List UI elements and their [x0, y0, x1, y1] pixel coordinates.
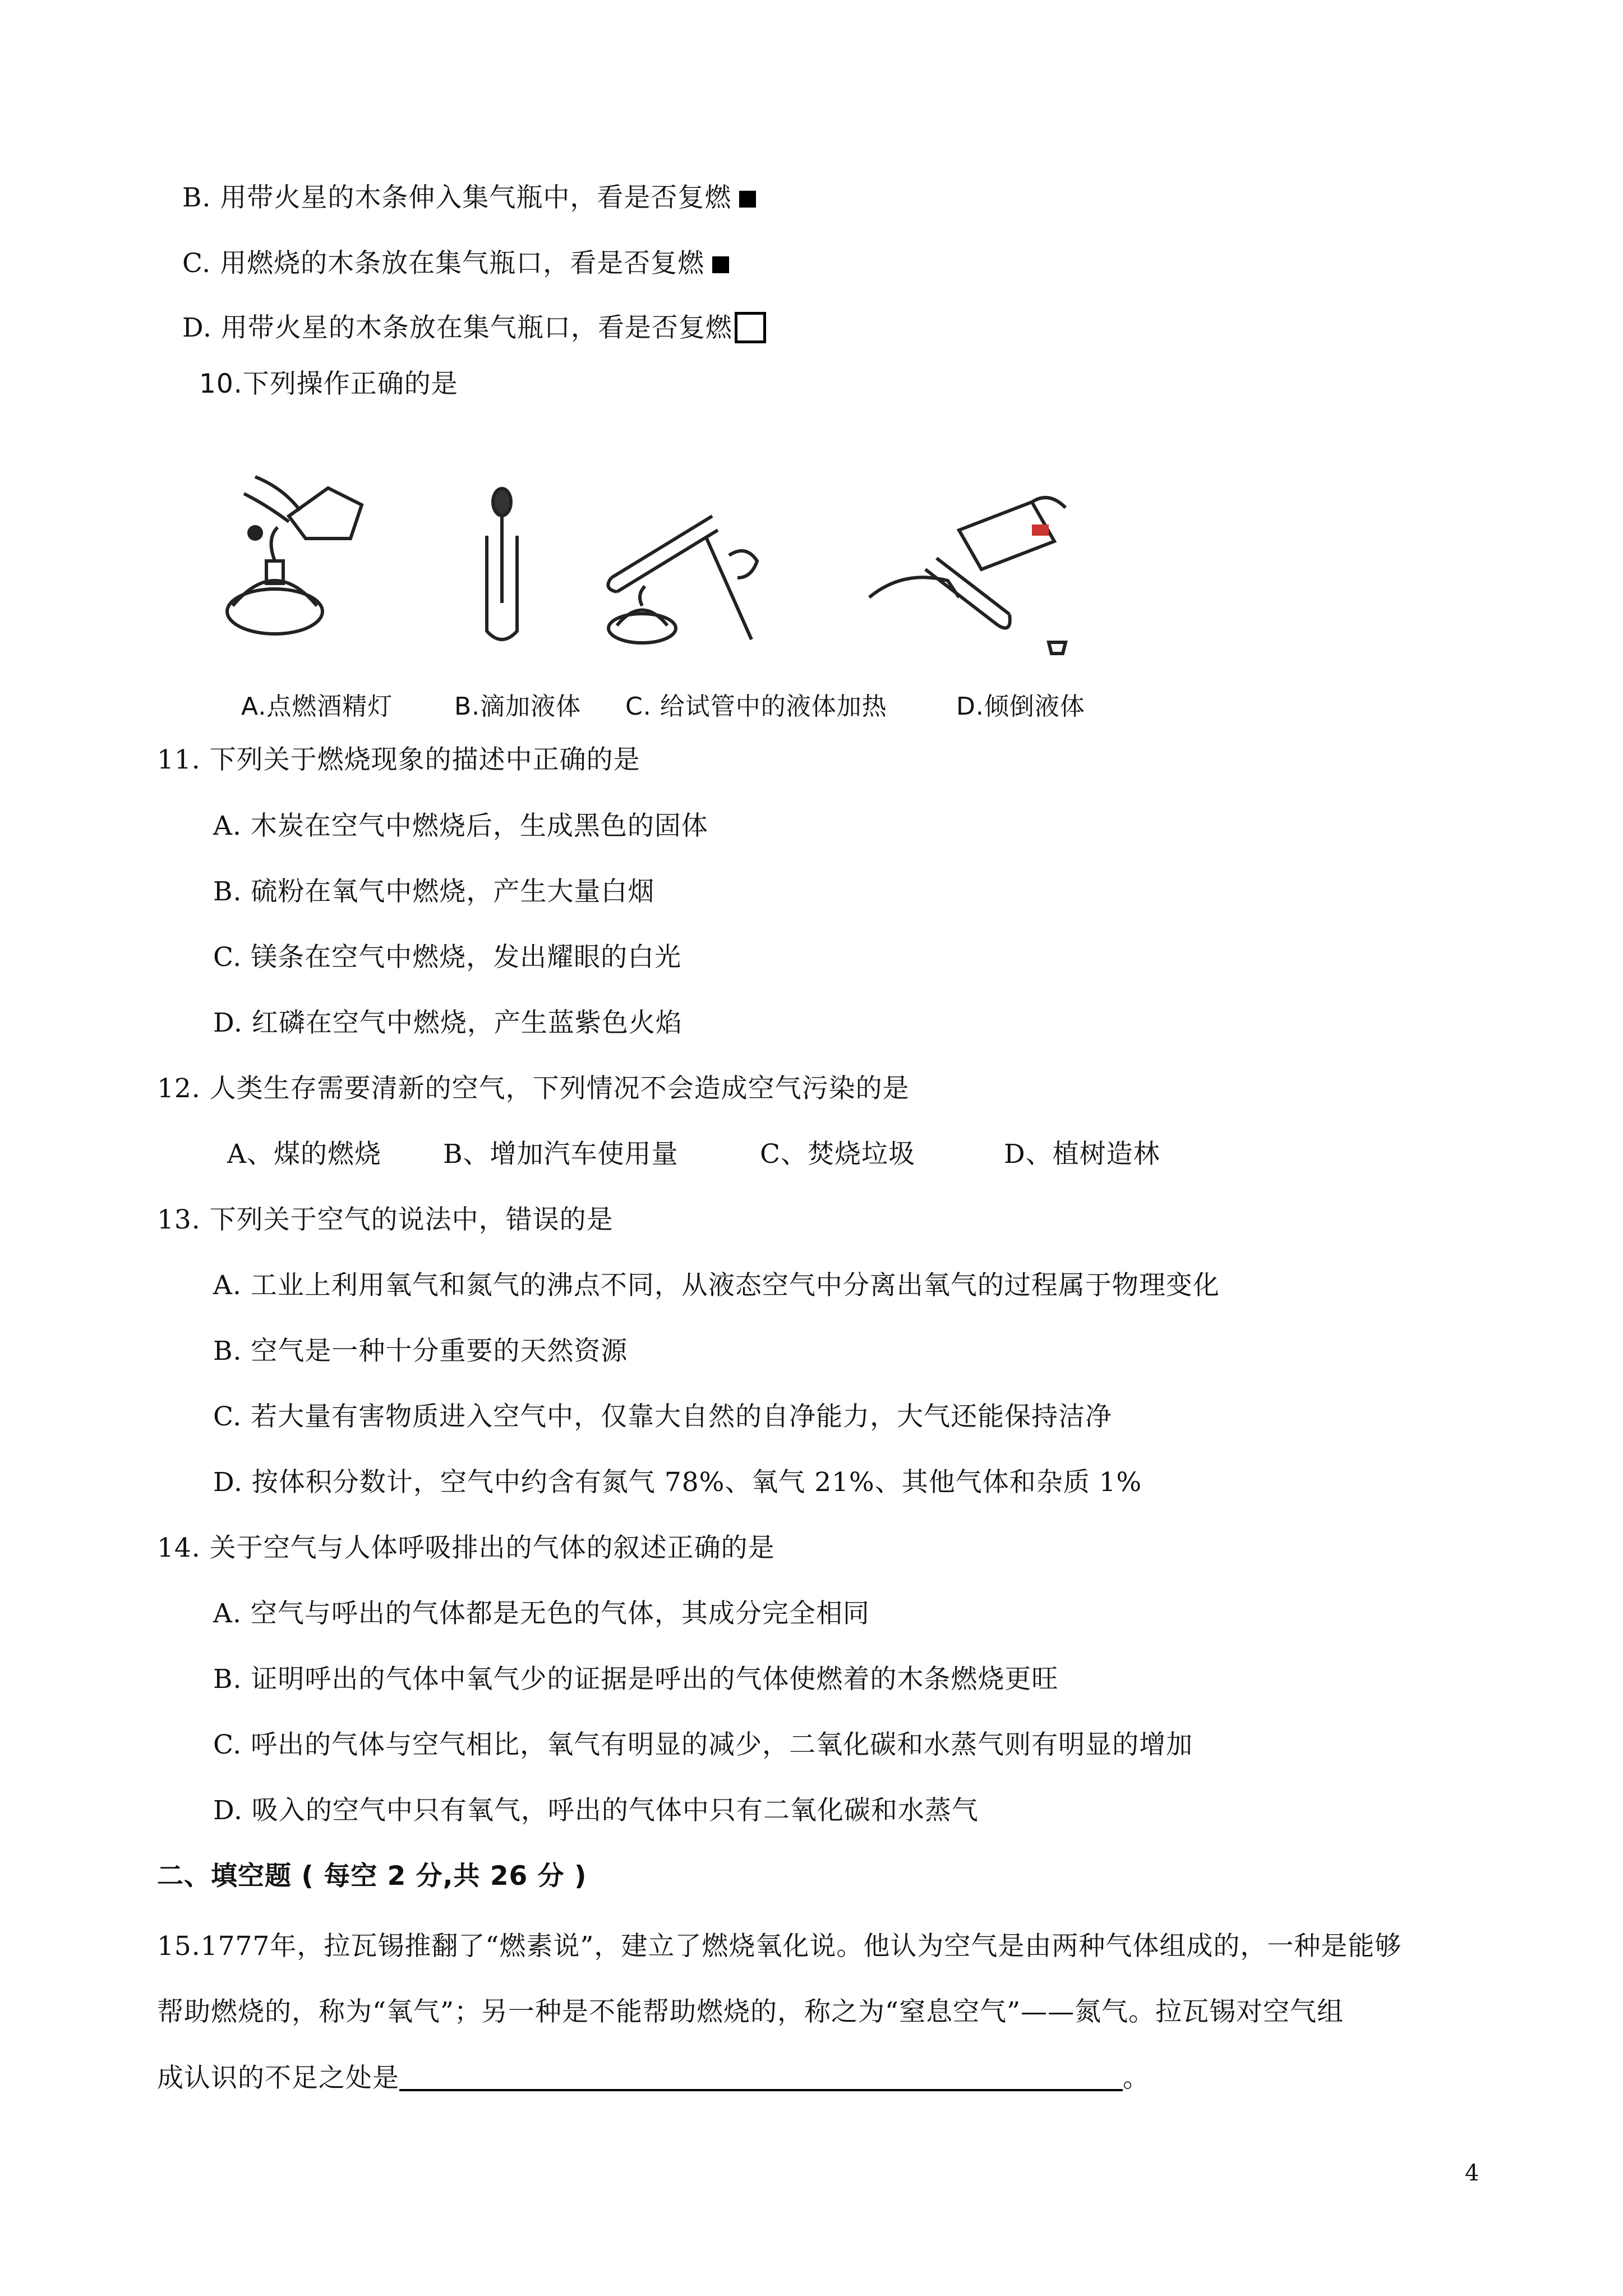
- q15-line-2: 帮助燃烧的，称为“氧气”；另一种是不能帮助燃烧的，称之为“窒息空气”——氮气。拉瓦锡对空气组: [157, 1996, 1344, 2027]
- q9-option-d: [182, 311, 766, 345]
- filled-square-mark: [739, 191, 756, 208]
- q14-option-d: D. 吸入的空气中只有氧气，呼出的气体中只有二氧化碳和水蒸气: [213, 1795, 979, 1826]
- q14-option-c: C. 呼出的气体与空气相比，氧气有明显的减少，二氧化碳和水蒸气则有明显的增加: [213, 1729, 1193, 1760]
- q12-option-a: A、煤的燃烧: [227, 1139, 381, 1170]
- q11-option-d: D. 红磷在空气中燃烧，产生蓝紫色火焰: [213, 1007, 683, 1038]
- q11-option-b: B. 硫粉在氧气中燃烧，产生大量白烟: [213, 876, 655, 907]
- pouring-illustration: [864, 485, 1077, 659]
- alcohol-lamp-illustration: [222, 471, 373, 639]
- q14-option-a: A. 空气与呼出的气体都是无色的气体，其成分完全相同: [213, 1598, 870, 1629]
- q9-option-d-text: D. 用带火星的木条放在集气瓶口，看是否复燃: [182, 312, 732, 343]
- q13-option-c: C. 若大量有害物质进入空气中，仅靠大自然的自净能力，大气还能保持洁净: [213, 1401, 1113, 1432]
- q14-option-b: B. 证明呼出的气体中氧气少的证据是呼出的气体使燃着的木条燃烧更旺: [213, 1664, 1059, 1695]
- q12-stem: 12. 人类生存需要清新的空气，下列情况不会造成空气污染的是: [157, 1073, 910, 1104]
- caption-b: B.滴加液体: [454, 692, 582, 721]
- caption-c: C. 给试管中的液体加热: [625, 692, 887, 721]
- q9-option-c-text: C. 用燃烧的木条放在集气瓶口，看是否复燃: [182, 248, 705, 279]
- empty-square-mark: [735, 312, 766, 343]
- q15-line-3-prefix: 成认识的不足之处是: [157, 2063, 399, 2093]
- caption-d: D.倾倒液体: [956, 692, 1085, 721]
- page-number: 4: [1465, 2160, 1479, 2186]
- q13-option-d: D. 按体积分数计，空气中约含有氮气 78%、氧气 21%、其他气体和杂质 1%: [213, 1467, 1142, 1498]
- q12-option-b: B、增加汽车使用量: [443, 1139, 679, 1170]
- q11-option-c: C. 镁条在空气中燃烧，发出耀眼的白光: [213, 942, 682, 973]
- figure-dropper: [477, 485, 527, 648]
- figure-pouring-liquid: [864, 485, 1077, 659]
- q10-stem: 10.下列操作正确的是: [199, 369, 458, 399]
- figure-alcohol-lamp: [222, 471, 373, 639]
- q15-line-3-suffix: 。: [1123, 2063, 1150, 2093]
- q13-stem: 13. 下列关于空气的说法中，错误的是: [157, 1204, 614, 1235]
- q12-option-c: C、焚烧垃圾: [760, 1139, 915, 1170]
- q9-option-b: [182, 181, 756, 215]
- q11-option-a: A. 木炭在空气中燃烧后，生成黑色的固体: [213, 811, 708, 841]
- figure-heating-test-tube: [600, 494, 768, 651]
- q11-stem: 11. 下列关于燃烧现象的描述中正确的是: [157, 744, 640, 775]
- answer-blank[interactable]: [399, 2061, 1123, 2091]
- caption-a: A.点燃酒精灯: [241, 692, 393, 721]
- q13-option-a: A. 工业上利用氧气和氮气的沸点不同，从液态空气中分离出氧气的过程属于物理变化: [213, 1270, 1220, 1301]
- filled-square-mark: [712, 256, 729, 273]
- heating-illustration: [600, 494, 768, 651]
- q13-option-b: B. 空气是一种十分重要的天然资源: [213, 1336, 628, 1366]
- section-2-heading: 二、填空题 ( 每空 2 分,共 26 分 ): [157, 1861, 587, 1892]
- q15-line-3: [157, 2061, 1150, 2095]
- q9-option-b-text: B. 用带火星的木条伸入集气瓶中，看是否复燃: [182, 182, 732, 213]
- q14-stem: 14. 关于空气与人体呼吸排出的气体的叙述正确的是: [157, 1533, 775, 1563]
- q9-option-c: [182, 247, 729, 280]
- q15-line-1: 15.1777年，拉瓦锡推翻了“燃素说”，建立了燃烧氧化说。他认为空气是由两种气体组成的，一种是能够: [157, 1931, 1402, 1962]
- dropper-illustration: [477, 485, 527, 648]
- q12-option-d: D、植树造林: [1004, 1139, 1160, 1170]
